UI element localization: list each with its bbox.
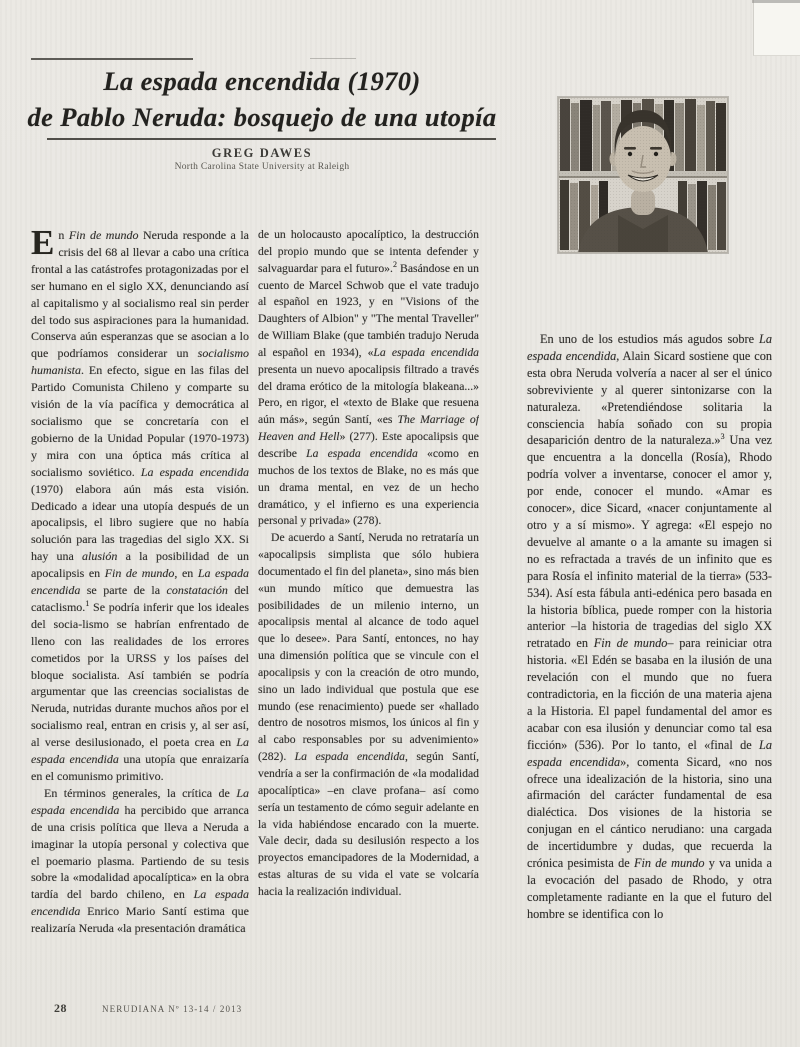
title-underline-rule: [47, 138, 496, 140]
text-column-1: [31, 227, 249, 1009]
text-column-2: [258, 227, 479, 995]
top-rule: [31, 58, 193, 60]
text-column-3: [527, 331, 772, 1003]
article-title-line1: La espada encendida (1970): [103, 66, 421, 96]
page-number: 28: [54, 1001, 67, 1015]
author-affiliation: North Carolina State University at Raleigh: [174, 162, 350, 172]
paragraph-col1-2: En términos generales, la crítica de La espada encendida ha percibido que arranca de una crisis política que lleva a Neruda a imaginar la utopía personal y colectiva que el poemario plasma. Partiendo de su tesis sobre la «modalidad apocalíptica» en la obra tardía del bardo chileno, en La espada encendida Enrico Mario Santí estima que realizaría Neruda «la presentación dramática: [31, 785, 249, 936]
journal-issue-line: NERUDIANA Nº 13-14 / 2013: [102, 1004, 243, 1014]
paragraph-col2-1: de un holocausto apocalíptico, la destrucción del propio mundo que se intenta defender y salvaguardar para el futuro».$^2$ Basándose en un cuento de Marcel Schwob que el vate tradujo al español en 1923, y en "Visions of the Daughters of Albion" y "The mental Traveller" de William Blake (que también tradujo Neruda al español en 1934), «La espada encendida presenta un nuevo apocalipsis filtrado a través del drama erótico de la mitología blakeana...» Pero, en rigor, el «texto de Blake que resuena aún más», según Santí, «es The Marriage of Heaven and Hell» (277). Este apocalipsis que describe La espada encendida «como en muchos de los textos de Blake, no es más que un drama mental, en vez de un hecho dramático, y el infierno es una experiencia personal y privada» (278).: [258, 228, 479, 528]
article-title: [0, 63, 524, 135]
top-rule-faint: [310, 58, 356, 59]
paragraph-col2-2: De acuerdo a Santí, Neruda no retrataría un «apocalipsis simplista que sólo hubiera documentado el fin del planeta», sino más bien «un mundo mítico que demuestra las posibilidades de un milenio interno, un apocalipsis mental al alcance de todo aquel que lo desee». Para Santí, entonces, no hay una dimensión política que se vincule con el apocalipsis y con la creación de otro mundo, sino un lado individual que postula que ese mundo (ese renacimiento) puede ser «hallado dentro de nosotros mismos, los únicos al fin y al cabo responsables por su advenimiento» (282). La espada encendida, según Santí, vendría a ser la confirmación de «la modalidad apocalíptica» –en clave profana– así como sería un testamento de cómo seguir adelante en la vida habiéndose encarado con la muerte. Vale decir, dada su desilusión respecto a los proyectos emancipadores de la Modernidad, a estas alturas de su vida el vate se volcaría hacia la realización individual.: [258, 531, 479, 898]
author-portrait-photo: [558, 97, 728, 253]
scan-edge-corner: [753, 0, 800, 56]
author-name: GREG DAWES: [211, 146, 313, 160]
article-title-line2: de Pablo Neruda: bosquejo de una utopía: [27, 102, 497, 132]
portrait-illustration: [558, 97, 728, 253]
paragraph-col3-1: En uno de los estudios más agudos sobre La espada encendida, Alain Sicard sostiene que con esta obra Neruda volvería a nacer al ser el único sobreviviente y al querer sintonizarse con la naturaleza. «Pretendiéndose solitaria la consciencia había soñado con su propia desaparición dentro de la naturaleza.»$^3$ Una vez que encuentra a la doncella (Rosía), Rhodo podría volver a inventarse, conocer el amor y, por ende, conocer el mundo. «Amar es conocer», dice Sicard, «nacer conjuntamente al otro y a sí mismo». Y agrega: «El espejo no devuelve al amante o a la amante su imagen si no es refractada a través de un infinito que es para Rosía el infinito material de la tierra» (533-534). Así esta fábula anti-edénica pero basada en la historia bíblica, puede romper con la historia anterior –la historia de tragedias del siglo XX retratado en Fin de mundo– para reiniciar otra historia. «El Edén se basaba en la ilusión de una revelación con el mundo que no fuera contradictoria, en la ficción de una materia ajena a la Historia. El papel fundamental del amor es acabar con esa ilusión y denunciar como tal esa ficción» (536). Por lo tanto, el «final de La espada encendida», comenta Sicard, «no nos ofrece una idealización de la historia, sino una afirmación del carácter fundamental de esa dialéctica. Dos visiones de la historia se conjugan en el cántico nerudiano: una cargada de incertidumbre y dudas, que recuerda la crónica pesimista de Fin de mundo y va unida a la evocación del pasado de Rhodo, y otra completamente radiante en la que el futuro del hombre se identifica con lo: [527, 332, 772, 921]
dropcap-letter: E: [31, 227, 55, 262]
paragraph-col1-1: [31, 227, 249, 785]
paragraph-text: n Fin de mundo Neruda responde a la crisis del 68 al llevar a cabo una crítica frontal a las catástrofes protagonizadas por el ser humano en el siglo XX, denunciando así al capitalismo y al socialismo real sin perder del todo sus aspiraciones para la humanidad. Conserva aún esperanzas que se asocian a lo que podríamos considerar un socialismo humanista. En efecto, sigue en las filas del Partido Comunista Chileno y comparte su visión de la vía pacífica y democrática al socialismo que se concretaría con el gobierno de la Unidad Popular (1970-1973) y mira con una óptica más crítica al socialismo soviético. La espada encendida (1970) elabora aún más esta visión. Dedicado a idear una utopía después de un apocalipsis, el libro sugiere que no había solución para las tragedias del siglo XX. Si hay una alusión a la posibilidad de un apocalipsis en Fin de mundo, en La espada encendida se parte de la constatación del cataclismo.$^1$ Se podría inferir que los ideales del socia-lismo se habrían enfrentado de lleno con las realidades de los errores cometidos por la URSS y los países del bloque socialista. Así también se podría argumentar que las creencias socialistas de Neruda, nutridas durante muchos años por el socialismo real, entran en crisis y, al ser así, al verse desilusionado, el poeta crea en La espada encendida una utopía que enraizaría en el comunismo primitivo.: [31, 228, 249, 783]
page-footer: [54, 1001, 242, 1016]
